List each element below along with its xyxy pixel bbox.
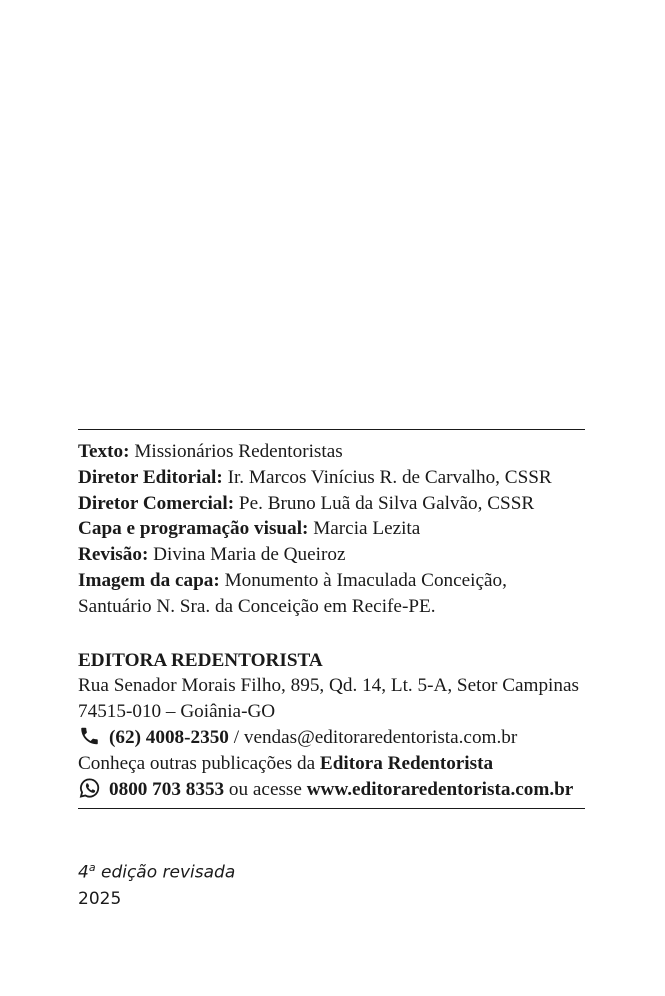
credit-value: Monumento à Imaculada Conceição, [219,569,507,591]
credit-diretor-editorial [78,465,585,491]
more-prefix: Conheça outras publicações da [78,752,320,774]
credit-label: Imagem da capa: [78,569,220,591]
edition-block [78,856,235,911]
credits-list [78,439,585,620]
phone-separator: / [228,726,244,748]
publisher-name: EDITORA REDENTORISTA [78,649,323,671]
credit-label: Revisão: [78,544,149,566]
credit-label: Texto: [78,441,130,462]
phone-number: (62) 4008-2350 [109,726,229,748]
credit-value: Missionários Redentoristas [129,441,343,462]
credit-imagem-line2: Santuário N. Sra. da Conceição em Recife-PE. [78,595,436,617]
credit-value: Divina Maria de Queiroz [148,544,346,566]
address-line-2: 74515-010 – Goiânia-GO [78,701,276,723]
credit-diretor-comercial [78,491,585,517]
whatsapp-icon [78,777,101,799]
credit-label: Diretor Editorial: [78,466,223,488]
credit-value: Pe. Bruno Luã da Silva Galvão, CSSR [234,492,535,514]
edition-superscript: a [88,861,96,874]
website-url: www.editoraredentorista.com.br [306,778,574,800]
credit-capa [78,516,585,542]
publisher-block [78,648,585,803]
more-publications-row [78,751,585,777]
edition-number: 4 [78,862,89,883]
credit-label: Diretor Comercial: [78,492,235,514]
whatsapp-number: 0800 703 8353 [109,778,225,800]
phone-icon [78,725,101,747]
credit-value: Ir. Marcos Vinícius R. de Carvalho, CSSR [222,466,552,488]
more-publisher-name: Editora Redentorista [319,752,494,774]
edition-year: 2025 [78,888,122,909]
credits-block [78,429,585,809]
address-line-1: Rua Senador Morais Filho, 895, Qd. 14, Lt. 5-A, Setor Campinas [78,675,579,697]
credit-imagem [78,568,585,594]
or-visit-text: ou acesse [224,778,307,800]
top-divider [78,429,585,430]
credit-texto [78,439,585,465]
credit-value: Marcia Lezita [308,518,421,540]
credit-revisao [78,542,585,568]
credit-label: Capa e programação visual: [78,518,309,540]
edition-text: edição revisada [95,862,236,883]
email-address: vendas@editoraredentorista.com.br [243,726,518,748]
contact-phone-row [78,725,585,751]
bottom-divider [78,808,585,809]
contact-whatsapp-row [78,777,585,803]
edition-label [78,856,235,885]
